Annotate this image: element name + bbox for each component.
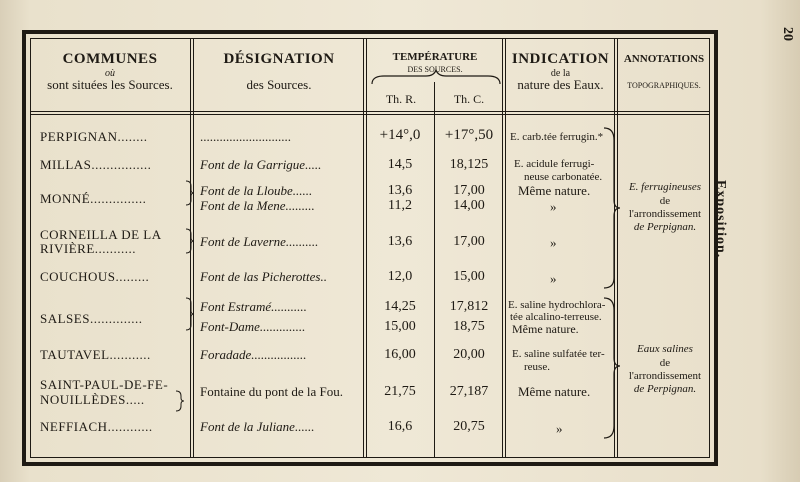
designation-cell: Font de la Mene.........	[200, 198, 315, 213]
designation-cell: Font Estramé...........	[200, 299, 307, 314]
commune-saint-paul: SAINT-PAUL-DE-FE-	[40, 377, 169, 392]
indication-cell: neuse carbonatée.	[524, 171, 603, 183]
designation-cell: Font de la Juliane......	[200, 419, 315, 434]
commune-neffiach: NEFFIACH............	[40, 419, 153, 434]
th-r-cell: 12,0	[387, 269, 413, 284]
commune-couchous: COUCHOUS.........	[40, 269, 150, 284]
th-c-cell: 17,00	[453, 234, 485, 249]
header-th-c: Th. C.	[453, 92, 485, 106]
th-c-cell: 17,812	[449, 299, 489, 314]
indication-cell: reuse.	[524, 361, 550, 373]
th-r-cell: 14,5	[387, 157, 413, 172]
header-annotations-sub: TOPOGRAPHIQUES.	[627, 81, 701, 90]
header-communes-ou: où	[105, 68, 115, 79]
annotation-1-line4: de Perpignan.	[633, 221, 697, 233]
indication-cell: E. saline sulfatée ter-	[512, 348, 605, 360]
annotation-1-line2: de	[659, 195, 671, 207]
header-communes-sub: sont situées les Sources.	[47, 77, 173, 92]
designation-cell: Font-Dame..............	[200, 319, 306, 334]
designation-cell: Fontaine du pont de la Fou.	[200, 384, 343, 399]
header-communes: COMMUNES	[62, 51, 158, 67]
annotation-2-line1: Eaux salines	[637, 343, 693, 355]
th-c-cell: 27,187	[449, 384, 489, 399]
side-label: Exposition.	[713, 180, 728, 259]
indication-cell: E. carb.tée ferrugin.*	[510, 131, 604, 143]
header-th-r: Th. R.	[385, 92, 417, 106]
header-indication: INDICATION	[511, 51, 610, 67]
indication-cell: E. saline hydrochlora-	[508, 299, 606, 311]
th-r-cell: 16,00	[384, 347, 416, 362]
commune-tautavel: TAUTAVEL...........	[40, 347, 151, 362]
th-c-cell: +17°,50	[444, 127, 494, 143]
annotation-1-line1: E. ferrugineuses	[628, 181, 702, 193]
commune-corneilla-2: RIVIÈRE...........	[40, 241, 137, 256]
annotation-2-line4: de Perpignan.	[633, 383, 697, 395]
th-c-cell: 17,00	[453, 183, 485, 198]
indication-cell: »	[556, 421, 563, 436]
header-indication-sub: nature des Eaux.	[517, 77, 604, 92]
commune-salses: SALSES..............	[40, 311, 143, 326]
th-r-cell: 13,6	[387, 234, 413, 249]
annotation-2-line3: l'arrondissement	[628, 370, 702, 382]
th-r-cell: 15,00	[384, 319, 416, 334]
commune-monne: MONNÉ...............	[40, 191, 147, 206]
header-designation: DÉSIGNATION	[223, 51, 335, 67]
th-c-cell: 14,00	[453, 198, 485, 213]
th-c-cell: 20,75	[453, 419, 485, 434]
header-annotations: ANNOTATIONS	[623, 53, 705, 65]
designation-cell: ............................	[200, 129, 291, 144]
designation-cell: Font de la Lloube......	[200, 183, 313, 198]
indication-cell: »	[550, 199, 557, 214]
indication-cell: Même nature.	[518, 183, 591, 198]
th-r-cell: 16,6	[387, 419, 413, 434]
commune-saint-paul-2: NOUILLÈDES.....	[40, 392, 145, 407]
header-designation-sub: des Sources.	[246, 77, 312, 92]
th-r-cell: 21,75	[384, 384, 416, 399]
designation-cell: Font de las Picherottes..	[200, 269, 327, 284]
indication-cell: Même nature.	[512, 322, 579, 336]
th-r-cell: 13,6	[387, 183, 413, 198]
th-r-cell: 11,2	[388, 198, 412, 213]
page-number: 20	[780, 27, 795, 41]
header-indication-de: de la	[550, 68, 571, 79]
th-r-cell: 14,25	[384, 299, 416, 314]
th-c-cell: 18,125	[449, 157, 489, 172]
commune-perpignan: PERPIGNAN........	[40, 129, 148, 144]
annotation-2-line2: de	[659, 357, 671, 369]
designation-cell: Foradade.................	[200, 347, 307, 362]
th-c-cell: 15,00	[453, 269, 485, 284]
indication-cell: »	[550, 235, 557, 250]
indication-cell: tée alcalino-terreuse.	[510, 311, 602, 323]
annotation-1-line3: l'arrondissement	[628, 208, 702, 220]
header-temperature: TEMPÉRATURE	[392, 51, 478, 63]
header-temperature-sub: DES SOURCES.	[407, 65, 463, 74]
th-c-cell: 20,00	[453, 347, 485, 362]
designation-cell: Font de Laverne..........	[200, 234, 319, 249]
designation-cell: Font de la Garrigue.....	[200, 157, 322, 172]
th-c-cell: 18,75	[453, 319, 485, 334]
indication-cell: »	[550, 271, 557, 286]
indication-cell: Même nature.	[518, 384, 591, 399]
indication-cell: E. acidule ferrugi-	[514, 158, 595, 170]
commune-corneilla: CORNEILLA DE LA	[40, 227, 162, 242]
th-r-cell: +14°,0	[379, 127, 421, 143]
commune-millas: MILLAS................	[40, 157, 152, 172]
